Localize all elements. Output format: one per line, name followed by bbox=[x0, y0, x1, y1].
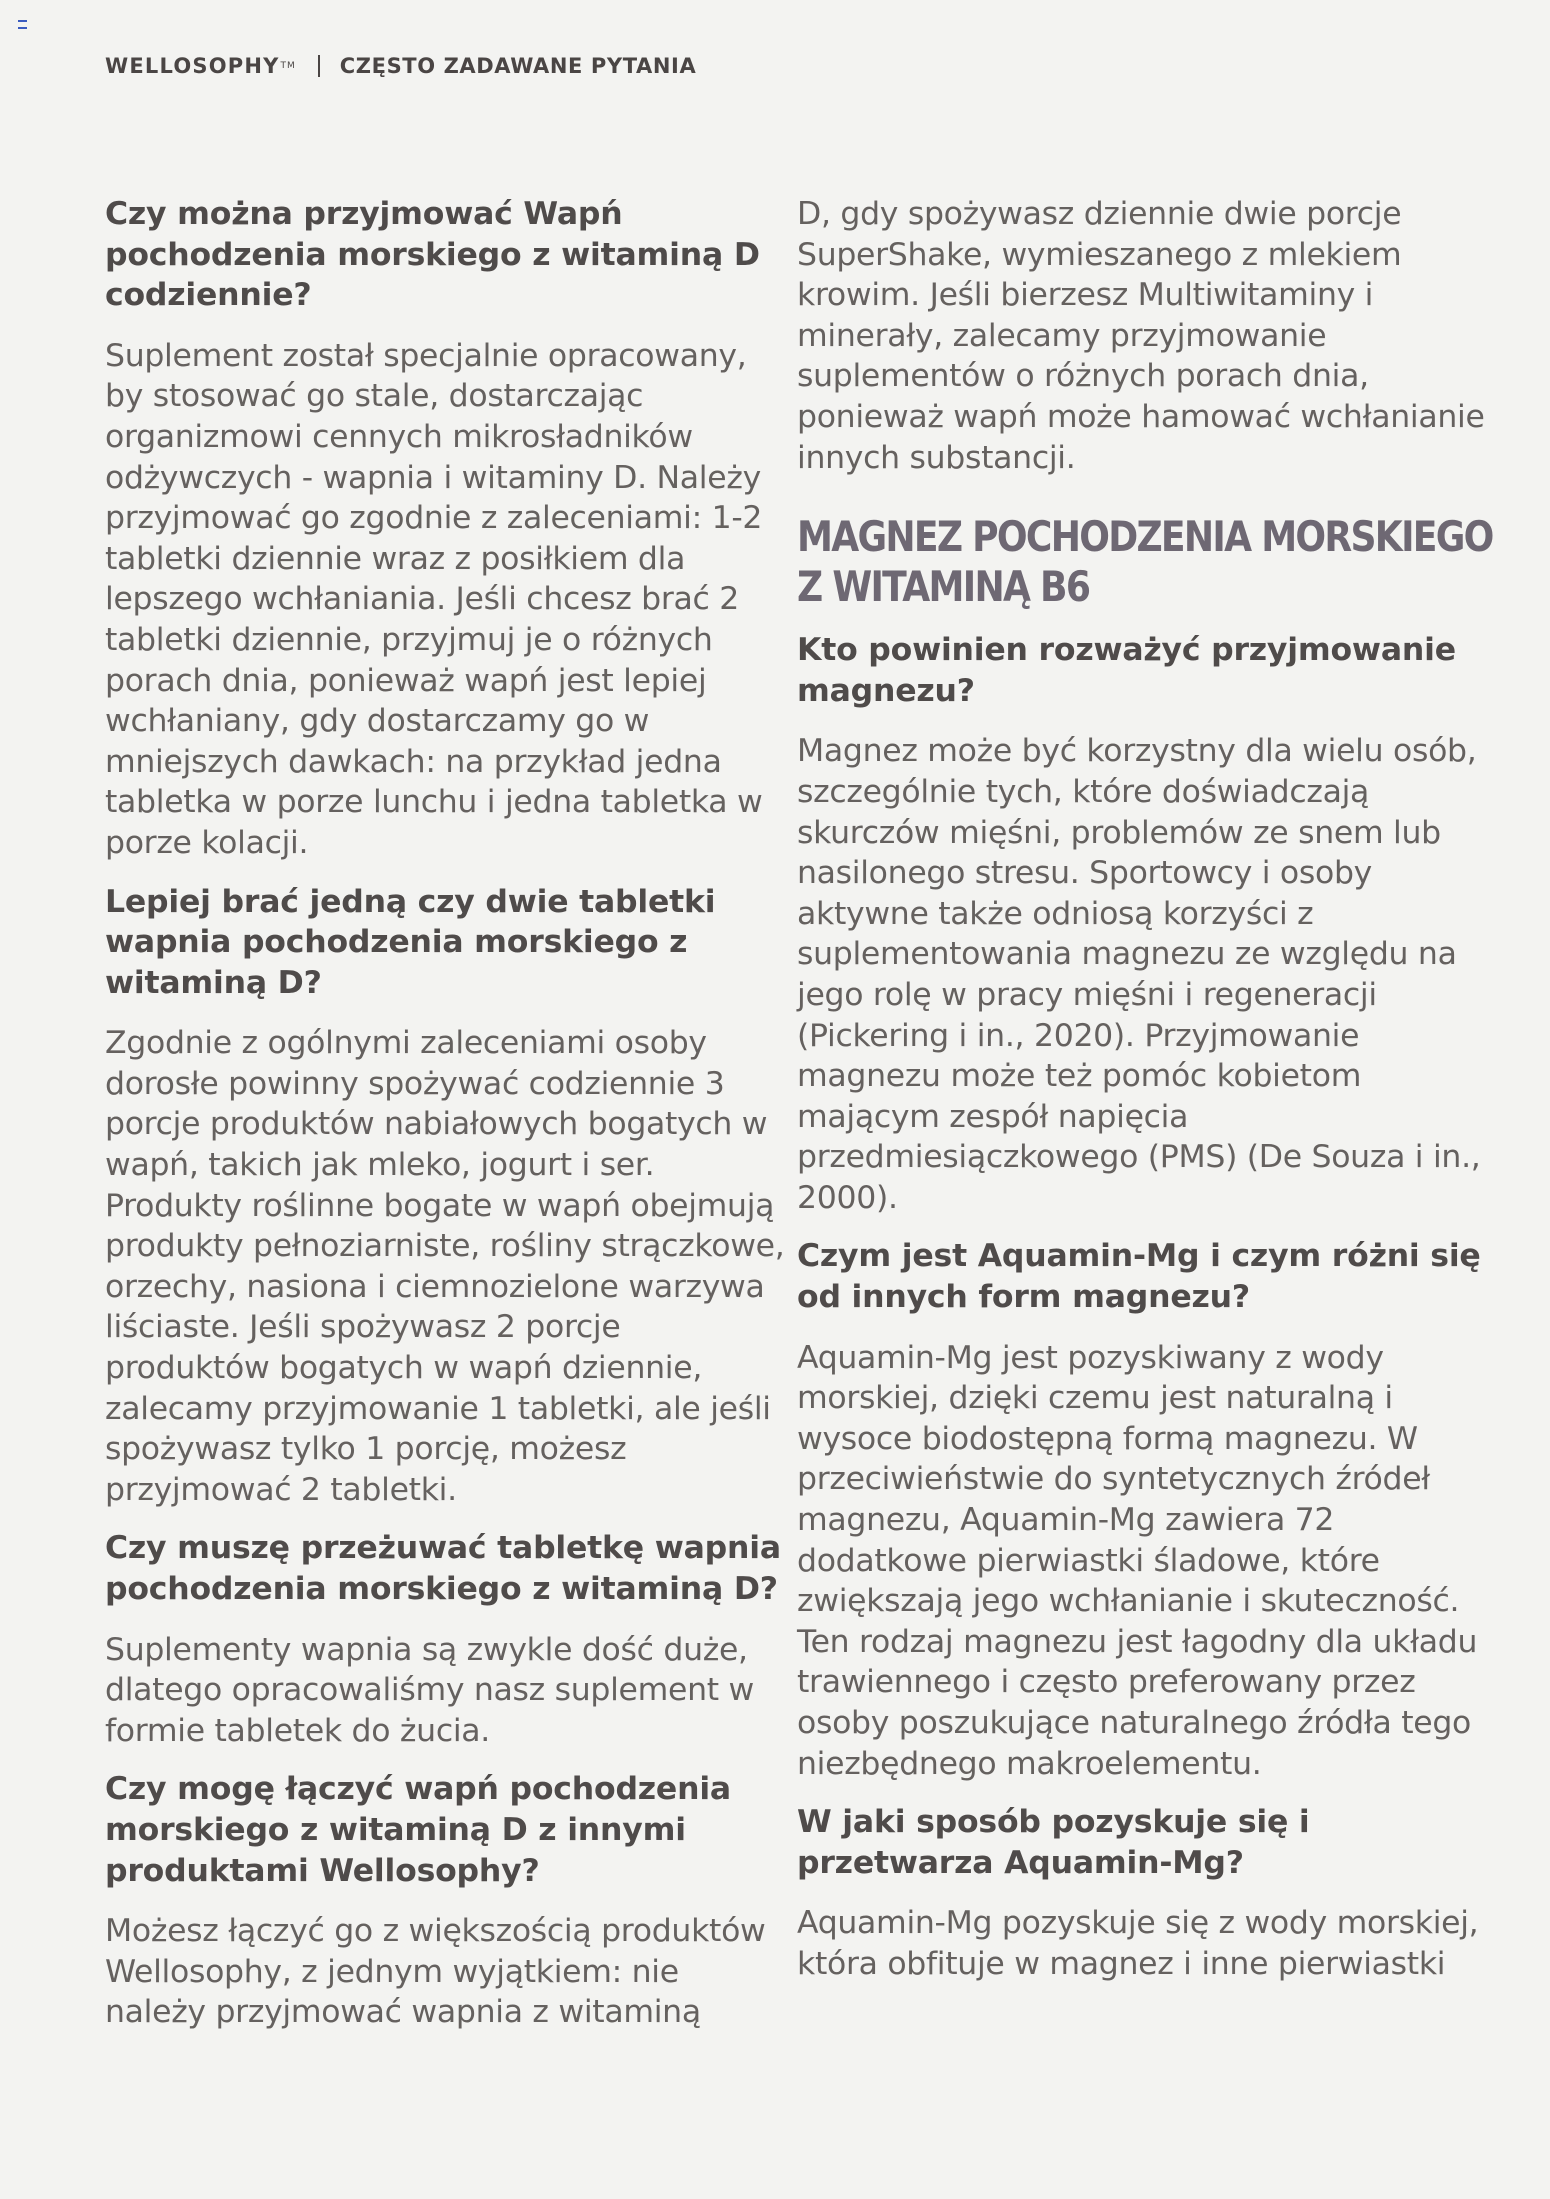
faq-answer: Zgodnie z ogólnymi zaleceniami osoby dorosłe powinny spożywać codziennie 3 porcje produktów nabiałowych bogatych w wapń, takich jak mleko, jogurt i ser. Produkty roślinne bogate w wapń obejmują produkty pełnoziarniste, rośliny strączkowe, orzechy, nasiona i ciemnozielone warzywa liściaste. Jeśli spożywasz 2 porcje produktów bogatych w wapń dziennie, zalecamy przyjmowanie 1 tabletki, ale jeśli spożywasz tylko 1 porcję, możesz przyjmować 2 tabletki. bbox=[105, 1025, 785, 1508]
answer-continuation: D, gdy spożywasz dziennie dwie porcje SuperShake, wymieszanego z mlekiem krowim. Jeśli bierzesz Multiwitaminy i minerały, zalecamy przyjmowanie suplementów o różnych porach dnia, ponieważ wapń może hamować wchłanianie innych substancji. bbox=[797, 196, 1485, 476]
section-heading: MAGNEZ POCHODZENIA MORSKIEGO Z WITAMINĄ B6 bbox=[797, 512, 1493, 612]
page-header bbox=[105, 54, 696, 78]
faq-answer: Suplement został specjalnie opracowany, by stosować go stale, dostarczając organizmowi cennych mikrosładników odżywczych - wapnia i witaminy D. Należy przyjmować go zgodnie z zaleceniami: 1-2 tabletki dziennie wraz z posiłkiem dla lepszego wchłaniania. Jeśli chcesz brać 2 tabletki dziennie, przyjmuj je o różnych porach dnia, ponieważ wapń jest lepiej wchłaniany, gdy dostarczamy go w mniejszych dawkach: na przykład jedna tabletka w porze lunchu i jedna tabletka w porze kolacji. bbox=[105, 337, 763, 861]
faq-answer: Możesz łączyć go z większością produktów Wellosophy, z jednym wyjątkiem: nie należy przyjmować wapnia z witaminą bbox=[105, 1913, 766, 2031]
faq-answer: Magnez może być korzystny dla wielu osób, szczególnie tych, które doświadczają skurczów mięśni, problemów ze snem lub nasilonego stresu. Sportowcy i osoby aktywne także odniosą korzyści z suplementowania magnezu ze względu na jego rolę w pracy mięśni i regeneracji (Pickering i in., 2020). Przyjmowanie magnezu może też pomóc kobietom mającym zespół napięcia przedmiesiączkowego (PMS) (De Souza i in., 2000). bbox=[797, 733, 1481, 1216]
faq-question: Czy można przyjmować Wapń pochodzenia morskiego z witaminą D codziennie? bbox=[105, 196, 760, 314]
faq-answer: Aquamin-Mg jest pozyskiwany z wody morskiej, dzięki czemu jest naturalną i wysoce biodostępną formą magnezu. W przeciwieństwie do syntetycznych źródeł magnezu, Aquamin-Mg zawiera 72 dodatkowe pierwiastki śladowe, które zwiększają jego wchłanianie i skuteczność. Ten rodzaj magnezu jest łagodny dla układu trawiennego i często preferowany przez osoby poszukujące naturalnego źródła tego niezbędnego makroelementu. bbox=[797, 1339, 1478, 1782]
faq-answer: Suplementy wapnia są zwykle dość duże, dlatego opracowaliśmy nasz suplement w formie tabletek do żucia. bbox=[105, 1631, 754, 1749]
left-column bbox=[105, 194, 785, 2051]
faq-question: Czy mogę łączyć wapń pochodzenia morskiego z witaminą D z innymi produktami Wellosophy? bbox=[105, 1771, 731, 1889]
faq-answer: Aquamin-Mg pozyskuje się z wody morskiej, która obfituje w magnez i inne pierwiastki bbox=[797, 1905, 1479, 1982]
corner-mark bbox=[18, 20, 27, 29]
brand-name: WELLOSOPHY bbox=[105, 54, 280, 78]
faq-question: Czym jest Aquamin-Mg i czym różni się od innych form magnezu? bbox=[797, 1238, 1481, 1316]
right-column bbox=[797, 194, 1497, 2003]
faq-question: Czy muszę przeżuwać tabletkę wapnia pochodzenia morskiego z witaminą D? bbox=[105, 1530, 781, 1607]
section-title: CZĘSTO ZADAWANE PYTANIA bbox=[339, 54, 697, 78]
faq-question: Kto powinien rozważyć przyjmowanie magnezu? bbox=[797, 632, 1456, 709]
header-divider bbox=[318, 55, 320, 77]
faq-question: W jaki sposób pozyskuje się i przetwarza Aquamin-Mg? bbox=[797, 1804, 1310, 1881]
trademark: TM bbox=[280, 61, 296, 71]
faq-question: Lepiej brać jedną czy dwie tabletki wapnia pochodzenia morskiego z witaminą D? bbox=[105, 883, 716, 1001]
